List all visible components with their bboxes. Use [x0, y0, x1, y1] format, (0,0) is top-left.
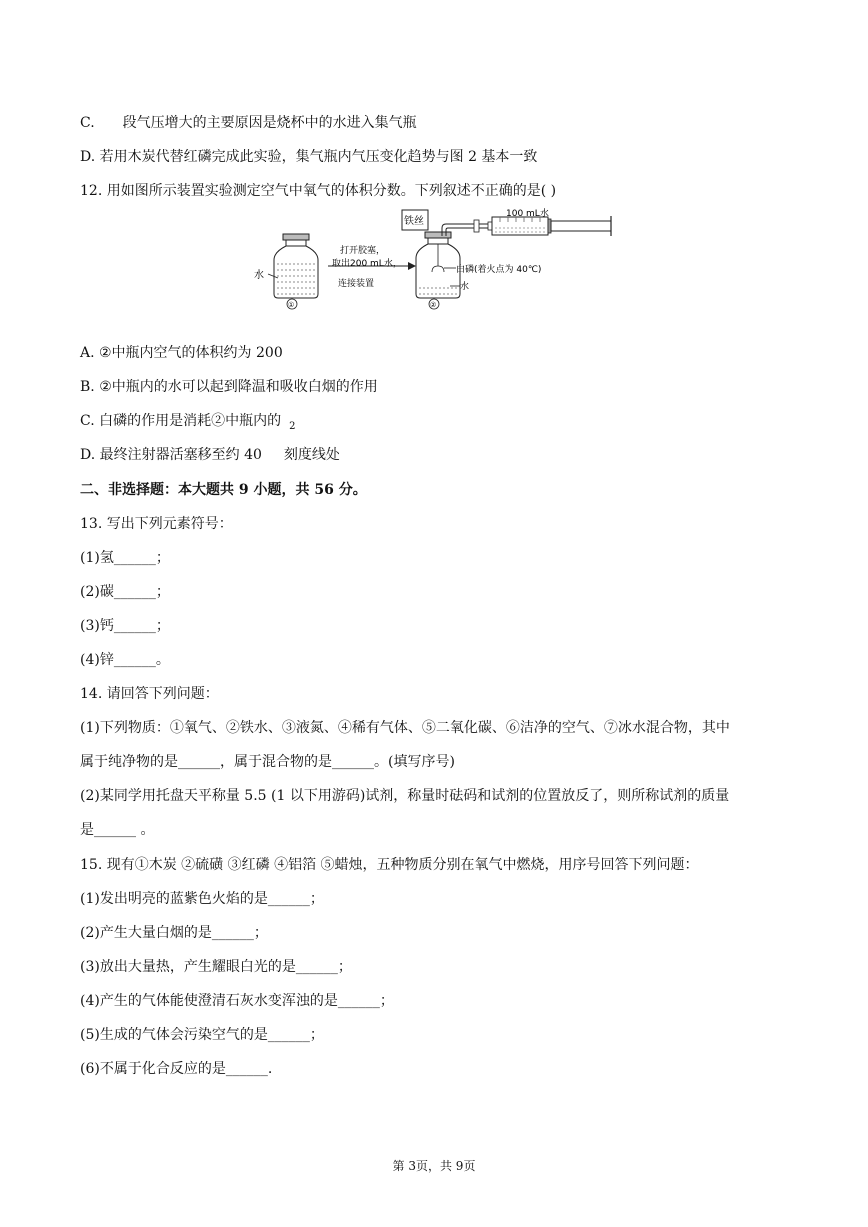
- q12-option-b: B. ②中瓶内的水可以起到降温和吸收白烟的作用: [80, 379, 378, 395]
- q11-option-c: [80, 113, 417, 133]
- q11-option-d: D. 若用木炭代替红磷完成此实验，集气瓶内气压变化趋势与图 2 基本一致: [80, 149, 538, 165]
- bottle-1: [268, 234, 318, 309]
- q13-item-1: (1)氢______；: [80, 550, 170, 566]
- q14-part1-line2: 属于纯净物的是______，属于混合物的是______。(填写序号): [80, 754, 455, 770]
- label-syringe: 100 mL水: [506, 209, 549, 219]
- label-clamp: 铁丝: [404, 216, 424, 227]
- q12-apparatus-figure: [252, 208, 622, 314]
- apparatus-diagram: [252, 208, 622, 310]
- q13-item-3: (3)钙______；: [80, 618, 170, 634]
- q12-option-a: A. ②中瓶内空气的体积约为 200: [80, 345, 283, 361]
- label-water-left: 水: [254, 270, 264, 281]
- label-circle-2: ②: [430, 301, 437, 309]
- q14-part1-line1: (1)下列物质：①氧气、②铁水、③液氮、④稀有气体、⑤二氧化碳、⑥洁净的空气、⑦冰水混合物，其中: [80, 720, 730, 736]
- q14-part2-line1: (2)某同学用托盘天平称量 5.5 (1 以下用游码)试剂，称量时砝码和试剂的位置放反了，则所称试剂的质量: [80, 788, 730, 804]
- q13-item-2: (2)碳______；: [80, 584, 170, 600]
- q13-item-4: (4)锌______。: [80, 652, 170, 668]
- q13-stem: 13. 写出下列元素符号：: [80, 516, 233, 532]
- arrow-text-2: 取出200 mL水，: [332, 259, 402, 269]
- page-footer: 第 3页，共 9页: [392, 1159, 476, 1173]
- bottle-2: [416, 232, 460, 309]
- q14-part2-line2: 是______ 。: [80, 822, 155, 838]
- syringe: [488, 216, 611, 236]
- arrow-text-3: 连接装置: [338, 279, 375, 289]
- q15-item-2: (2)产生大量白烟的是______；: [80, 925, 268, 941]
- q14-stem: 14. 请回答下列问题：: [80, 686, 219, 702]
- arrow-right-icon: [408, 262, 416, 270]
- q12-option-c-text: C. 白磷的作用是消耗②中瓶内的: [80, 413, 282, 429]
- q15-stem: 15. 现有①木炭 ②硫磺 ③红磷 ④铝箔 ⑤蜡烛，五种物质分别在氧气中燃烧，用序号回答下列问题：: [80, 857, 699, 873]
- q12-option-c: [80, 411, 296, 437]
- label-water-right: 水: [460, 282, 470, 292]
- arrow-text-1: 打开胶塞，: [340, 246, 386, 256]
- q11-option-c-prefix: C.: [80, 115, 95, 131]
- q12-option-c-subscript: 2: [289, 421, 296, 432]
- section-2-heading: 二、非选择题：本大题共 9 小题，共 56 分。: [80, 482, 367, 498]
- label-phosphorus: 白磷(着火点为 40℃): [456, 265, 542, 275]
- q15-item-4: (4)产生的气体能使澄清石灰水变浑浊的是______；: [80, 993, 394, 1009]
- q12-option-d-text-a: D. 最终注射器活塞移至约 40: [80, 447, 262, 463]
- q12-option-d-text-b: 刻度线处: [283, 447, 340, 463]
- q12-option-d: [80, 445, 340, 465]
- q15-item-6: (6)不属于化合反应的是______.: [80, 1061, 273, 1077]
- q15-item-1: (1)发出明亮的蓝紫色火焰的是______；: [80, 891, 324, 907]
- q12-stem: 12. 用如图所示装置实验测定空气中氧气的体积分数。下列叙述不正确的是( ): [80, 183, 557, 199]
- q15-item-3: (3)放出大量热，产生耀眼白光的是______；: [80, 959, 352, 975]
- q15-item-5: (5)生成的气体会污染空气的是______；: [80, 1027, 324, 1043]
- q11-option-c-text: 段气压增大的主要原因是烧杯中的水进入集气瓶: [122, 115, 417, 131]
- tube-clip: [474, 220, 479, 232]
- label-circle-1: ①: [288, 301, 295, 309]
